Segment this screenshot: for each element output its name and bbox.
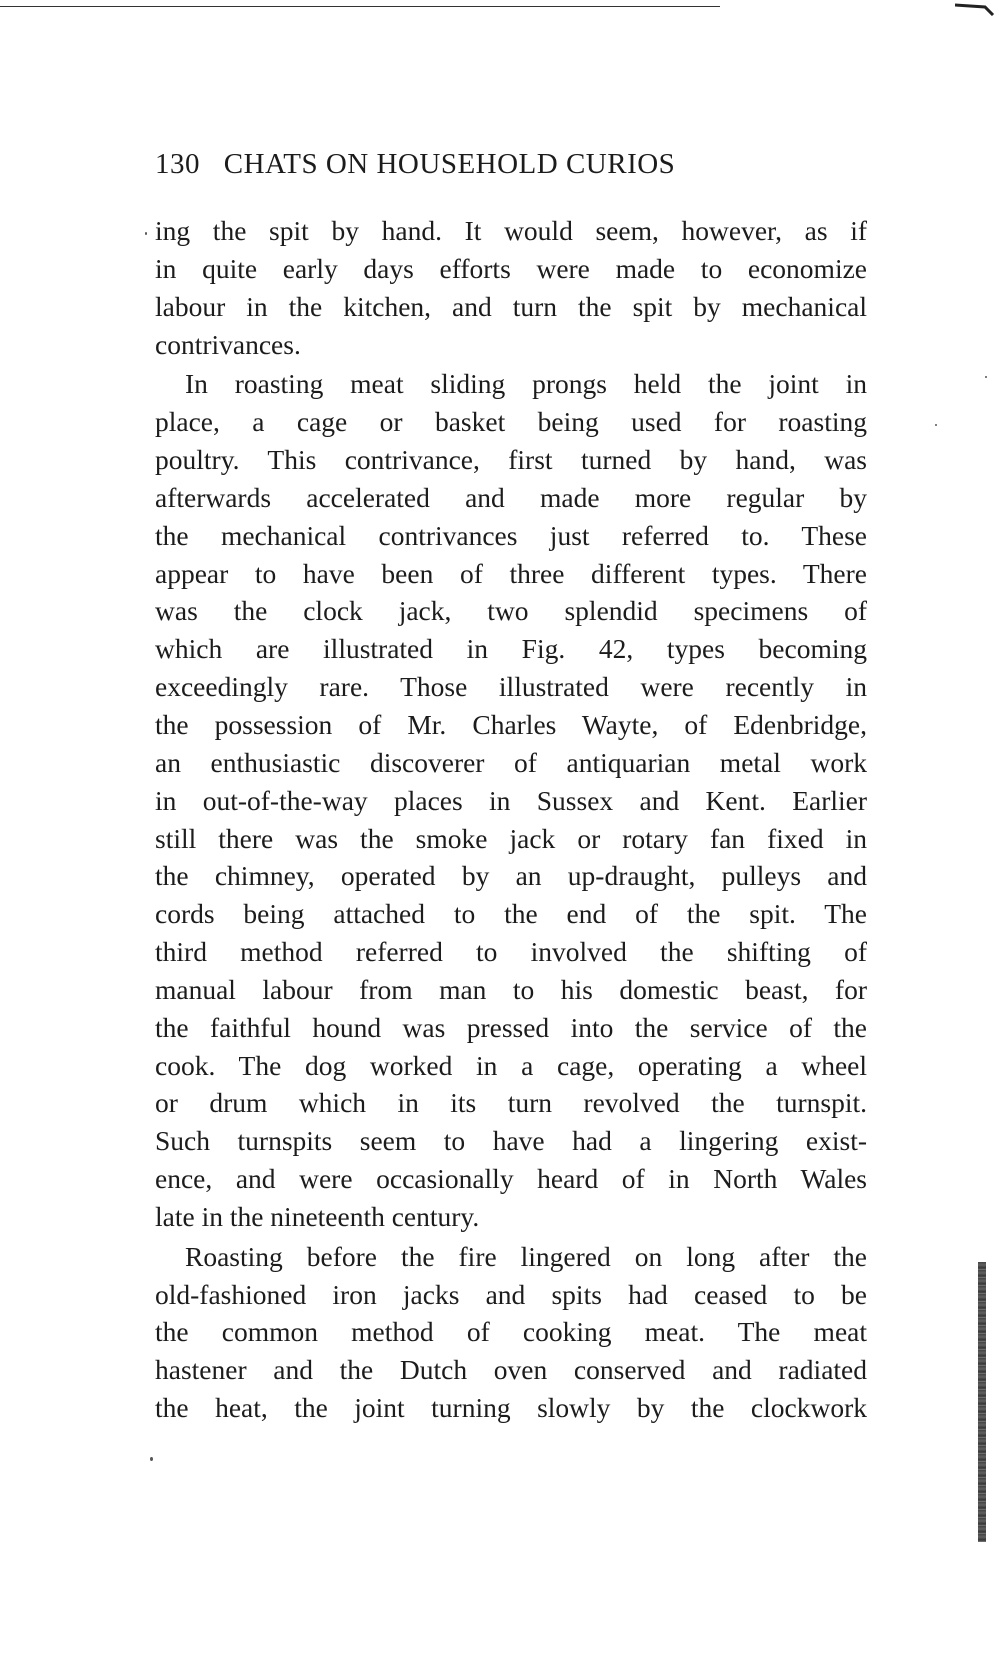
page-number: 130 <box>155 148 200 180</box>
paragraph <box>155 212 867 363</box>
text-line: third method referred to involved the shifting of <box>155 936 867 968</box>
text-line: ing the spit by hand. It would seem, however, as if <box>155 215 867 246</box>
text-line: the faithful hound was pressed into the service of the <box>155 1011 867 1043</box>
paragraph <box>155 1238 867 1427</box>
text-line: appear to have been of three different types. There <box>155 557 867 589</box>
text-line: the chimney, operated by an up-draught, pulleys and <box>155 860 867 892</box>
text-line: was the clock jack, two splendid specimens of <box>155 595 867 627</box>
text-line: the possession of Mr. Charles Wayte, of Edenbridge, <box>155 708 867 740</box>
text-line: or drum which in its turn revolved the turnspit. <box>155 1087 867 1119</box>
running-head <box>155 148 855 181</box>
text-line: old-fashioned iron jacks and spits had ceased to be <box>155 1278 867 1310</box>
text-line: still there was the smoke jack or rotary fan fixed in <box>155 822 867 854</box>
text-line: hastener and the Dutch oven conserved and radiated <box>155 1354 867 1386</box>
text-line: which are illustrated in Fig. 42, types becoming <box>155 633 867 665</box>
text-line: in quite early days efforts were made to economize <box>155 252 867 284</box>
scan-gutter-shadow <box>978 1262 986 1542</box>
body-text <box>155 212 867 1427</box>
scan-top-rule <box>0 6 720 7</box>
text-line: an enthusiastic discoverer of antiquarian metal work <box>155 746 867 778</box>
text-line: the heat, the joint turning slowly by the clockwork <box>155 1392 867 1424</box>
text-line: the common method of cooking meat. The meat <box>155 1316 867 1348</box>
book-title: CHATS ON HOUSEHOLD CURIOS <box>223 148 676 180</box>
text-line: the mechanical contrivances just referred to. These <box>155 519 867 551</box>
text-line: in out-of-the-way places in Sussex and Kent. Earlier <box>155 784 867 816</box>
text-line: cook. The dog worked in a cage, operating a wheel <box>155 1049 867 1081</box>
text-line: In roasting meat sliding prongs held the joint in <box>185 368 867 400</box>
text-line: late in the nineteenth century. <box>155 1200 480 1232</box>
paragraph <box>155 365 867 1235</box>
text-line: manual labour from man to his domestic beast, for <box>155 973 867 1005</box>
text-line: Such turnspits seem to have had a lingering exist- <box>155 1125 867 1157</box>
text-line: cords being attached to the end of the spit. The <box>155 898 867 930</box>
text-line: ence, and were occasionally heard of in North Wales <box>155 1163 867 1195</box>
text-line: exceedingly rare. Those illustrated were recently in <box>155 671 867 703</box>
text-line: afterwards accelerated and made more regular by <box>155 481 867 513</box>
scan-corner-mark <box>955 2 995 16</box>
text-line: contrivances. <box>155 328 301 360</box>
text-line: Roasting before the fire lingered on long after the <box>185 1240 867 1272</box>
text-line: place, a cage or basket being used for roasting <box>155 406 867 438</box>
text-line: poultry. This contrivance, first turned by hand, was <box>155 444 867 476</box>
text-line: labour in the kitchen, and turn the spit by mechanical <box>155 290 867 322</box>
